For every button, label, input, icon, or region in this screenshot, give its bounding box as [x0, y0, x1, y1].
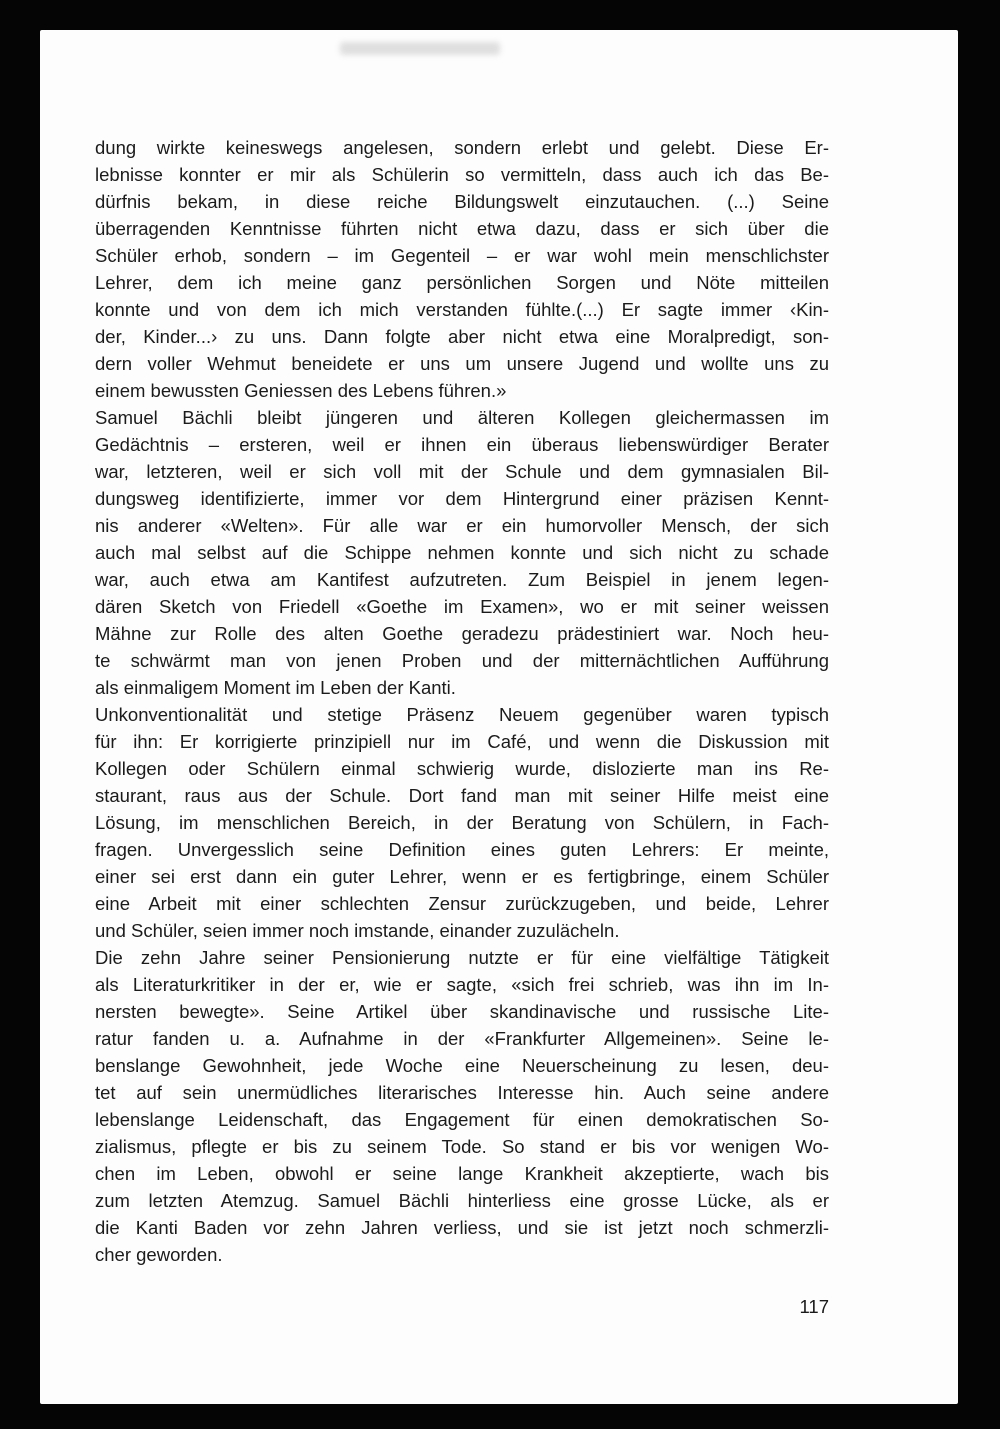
text-line: staurant, raus aus der Schule. Dort fand man mit seiner Hilfe meist eine [95, 785, 829, 806]
page-number: 117 [799, 1296, 829, 1317]
text-line: dären Sketch von Friedell «Goethe im Examen», wo er mit seiner weissen [95, 596, 829, 617]
text-line: als einmaligem Moment im Leben der Kanti. [95, 677, 456, 698]
text-line: eine Arbeit mit einer schlechten Zensur zurückzugeben, und beide, Lehrer [95, 893, 829, 914]
text-line: dern voller Wehmut beneidete er uns um unsere Jugend und wollte uns zu [95, 353, 829, 374]
text-line: Kollegen oder Schülern einmal schwierig wurde, dislozierte man ins Re- [95, 758, 829, 779]
text-line: lebnisse konnter er mir als Schülerin so vermitteln, dass auch ich das Be- [95, 164, 829, 185]
text-line: einem bewussten Geniessen des Lebens führen.» [95, 380, 507, 401]
text-line: konnte und von dem ich mich verstanden fühlte.(...) Er sagte immer ‹Kin- [95, 299, 829, 320]
text-line: Die zehn Jahre seiner Pensionierung nutzte er für eine vielfältige Tätigkeit [95, 947, 829, 968]
text-line: fragen. Unvergesslich seine Definition eines guten Lehrers: Er meinte, [95, 839, 829, 860]
bleed-through-artifact [340, 42, 500, 55]
text-line: dungsweg identifizierte, immer vor dem Hintergrund einer präzisen Kennt- [95, 488, 829, 509]
text-line: Lehrer, dem ich meine ganz persönlichen Sorgen und Nöte mitteilen [95, 272, 829, 293]
text-line: lebenslange Leidenschaft, das Engagement für einen demokratischen So- [95, 1109, 829, 1130]
text-line: benslange Gewohnheit, jede Woche eine Neuerscheinung zu lesen, deu- [95, 1055, 829, 1076]
text-line: ratur fanden u. a. Aufnahme in der «Frankfurter Allgemeinen». Seine le- [95, 1028, 829, 1049]
text-line: war, letzteren, weil er sich voll mit der Schule und dem gymnasialen Bil- [95, 461, 829, 482]
text-line: Gedächtnis – ersteren, weil er ihnen ein überaus liebenswürdiger Berater [95, 434, 829, 455]
text-line: für ihn: Er korrigierte prinzipiell nur im Café, und wenn die Diskussion mit [95, 731, 829, 752]
text-line: Schüler erhob, sondern – im Gegenteil – er war wohl mein menschlichster [95, 245, 829, 266]
text-line: zum letzten Atemzug. Samuel Bächli hinterliess eine grosse Lücke, als er [95, 1190, 829, 1211]
text-line: war, auch etwa am Kantifest aufzutreten. Zum Beispiel in jenem legen- [95, 569, 829, 590]
text-line: und Schüler, seien immer noch imstande, einander zuzulächeln. [95, 920, 620, 941]
text-line: einer sei erst dann ein guter Lehrer, wenn er es fertigbringe, einem Schüler [95, 866, 829, 887]
text-line: dürfnis bekam, in diese reiche Bildungswelt einzutauchen. (...) Seine [95, 191, 829, 212]
text-line: als Literaturkritiker in der er, wie er sagte, «sich frei schrieb, was ihn im In- [95, 974, 829, 995]
text-line: zialismus, pflegte er bis zu seinem Tode. So stand er bis vor wenigen Wo- [95, 1136, 829, 1157]
text-line: chen im Leben, obwohl er seine lange Krankheit akzeptierte, wach bis [95, 1163, 829, 1184]
book-page [40, 30, 958, 1404]
text-line: cher geworden. [95, 1244, 223, 1265]
body-text [95, 134, 829, 1268]
text-line: dung wirkte keineswegs angelesen, sondern erlebt und gelebt. Diese Er- [95, 137, 829, 158]
text-line: der, Kinder...› zu uns. Dann folgte aber nicht etwa eine Moralpredigt, son- [95, 326, 829, 347]
text-line: Mähne zur Rolle des alten Goethe geradezu prädestiniert war. Noch heu- [95, 623, 829, 644]
text-line: Lösung, im menschlichen Bereich, in der Beratung von Schülern, in Fach- [95, 812, 829, 833]
text-line: nersten bewegte». Seine Artikel über skandinavische und russische Lite- [95, 1001, 829, 1022]
text-line: überragenden Kenntnisse führten nicht etwa dazu, dass er sich über die [95, 218, 829, 239]
text-line: tet auf sein unermüdliches literarisches Interesse hin. Auch seine andere [95, 1082, 829, 1103]
text-line: die Kanti Baden vor zehn Jahren verliess, und sie ist jetzt noch schmerzli- [95, 1217, 829, 1238]
text-line: Unkonventionalität und stetige Präsenz Neuem gegenüber waren typisch [95, 704, 829, 725]
text-line: Samuel Bächli bleibt jüngeren und älteren Kollegen gleichermassen im [95, 407, 829, 428]
text-line: te schwärmt man von jenen Proben und der mitternächtlichen Aufführung [95, 650, 829, 671]
text-line: nis anderer «Welten». Für alle war er ein humorvoller Mensch, der sich [95, 515, 829, 536]
text-line: auch mal selbst auf die Schippe nehmen konnte und sich nicht zu schade [95, 542, 829, 563]
